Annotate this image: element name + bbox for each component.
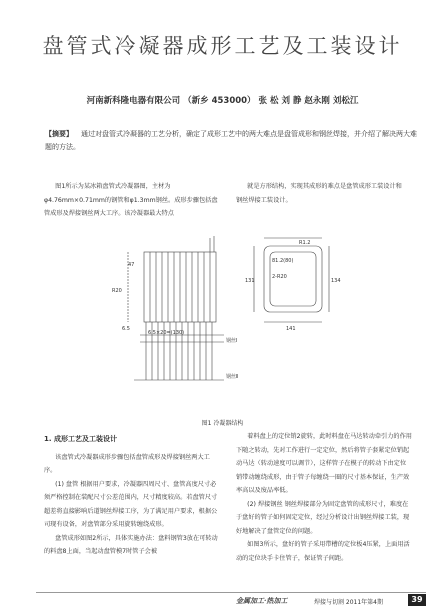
dim-47: 47 bbox=[128, 262, 135, 268]
abstract bbox=[45, 128, 417, 154]
dim-81: 81.2(80) bbox=[272, 258, 294, 264]
paragraph: (1) 盘管 根据用户要求，冷凝器四周尺寸、盘管高度尺寸必须严格控制在装配尺寸公差范围内，尺寸精度较高。若盘管尺寸超差将直接影响后道钢丝焊接工序，为了满足用户要求，根据公司现有设备，对盘管部分采用旋转缠绕成形。 bbox=[44, 480, 218, 528]
intro-paragraph: 图1所示为某冰箱盘管式冷凝器图，主材为φ4.76mm×0.71mm的钢管和φ1.3mm钢丝。成形步骤包括盘管成形及焊接钢丝两大工序。该冷凝器最大特点 bbox=[44, 183, 218, 217]
journal-name: 焊接与切割 2011年第4期 bbox=[314, 599, 383, 606]
dim-141: 141 bbox=[286, 326, 296, 332]
figure-caption: 图1 冷凝器结构 bbox=[201, 420, 244, 427]
abstract-tag: 【摘要】 bbox=[45, 130, 73, 138]
dim-6-5: 6.5 bbox=[122, 326, 130, 332]
abstract-text: 通过对盘管式冷凝器的工艺分析，确定了成形工艺中的两大难点是盘管成形和钢丝焊接，并介绍了解决两大难题的方法。 bbox=[45, 130, 417, 151]
footer-divider bbox=[36, 592, 426, 593]
dim-2-r20: 2-R20 bbox=[272, 274, 287, 280]
dim-r20: R20 bbox=[112, 288, 122, 294]
paragraph: 盘管成形如图2所示，具体实施办法：盘料钢管3放在可转动的料盘8上面，当起动盘管模7时管子会被 bbox=[44, 534, 218, 555]
dim-r1-2: R1.2 bbox=[299, 240, 311, 246]
journal-logo: 金属加工·热加工 bbox=[236, 596, 288, 605]
right-column bbox=[236, 430, 412, 565]
label-steel-2: 钢丝Ⅱ bbox=[226, 374, 239, 380]
author-affiliation: 河南新科隆电器有限公司 （新乡 453000） 张 松 刘 静 赵永刚 刘松江 bbox=[86, 96, 359, 106]
dim-134: 134 bbox=[331, 278, 341, 284]
paragraph: 着料盘上的定位销2旋转，此时料盘在马达转动牵引力的作用下随之转动，先对工作进行一定定位，然后将管子套紧定位销起动马达（转动速度可以调节），这样管子在模子的转动下由定位销带动缠绕成形，由于管子每缠绕一圈的尺寸基本保证，生产效率高以及废品率低。 bbox=[236, 433, 412, 494]
label-steel-1: 钢丝Ⅰ bbox=[226, 338, 238, 344]
page-number: 39 bbox=[408, 594, 426, 606]
paragraph: 该盘管式冷凝器成形步骤包括盘管成形及焊接钢丝两大工序。 bbox=[44, 453, 210, 474]
page-title: 盘管式冷凝器成形工艺及工装设计 bbox=[42, 34, 403, 58]
section-heading: 1. 成形工艺及工装设计 bbox=[44, 435, 117, 443]
left-column bbox=[44, 433, 219, 559]
paragraph: (2) 焊接钢丝 钢丝焊接部分为固定盘管的成形尺寸，难度在于盘好的管子如何固定定位，经过分析设计出钢丝焊接工装，现好地解决了盘管定位的问题。 bbox=[236, 500, 410, 535]
paragraph: 如图3所示，盘好的管子采用带槽的定位板4压紧，上面用活动的定位块手卡住管子，保证管子间距。 bbox=[236, 541, 410, 562]
dim-pitch: 6.5×20=(130) bbox=[148, 330, 185, 336]
dim-131: 131 bbox=[245, 278, 255, 284]
intro-right-paragraph: 就是方形结构，实现其成形的难点是盘管成形工装设计和钢丝焊接工装设计。 bbox=[236, 183, 402, 204]
condenser-drawing bbox=[104, 230, 344, 405]
coil-turns bbox=[150, 252, 210, 322]
